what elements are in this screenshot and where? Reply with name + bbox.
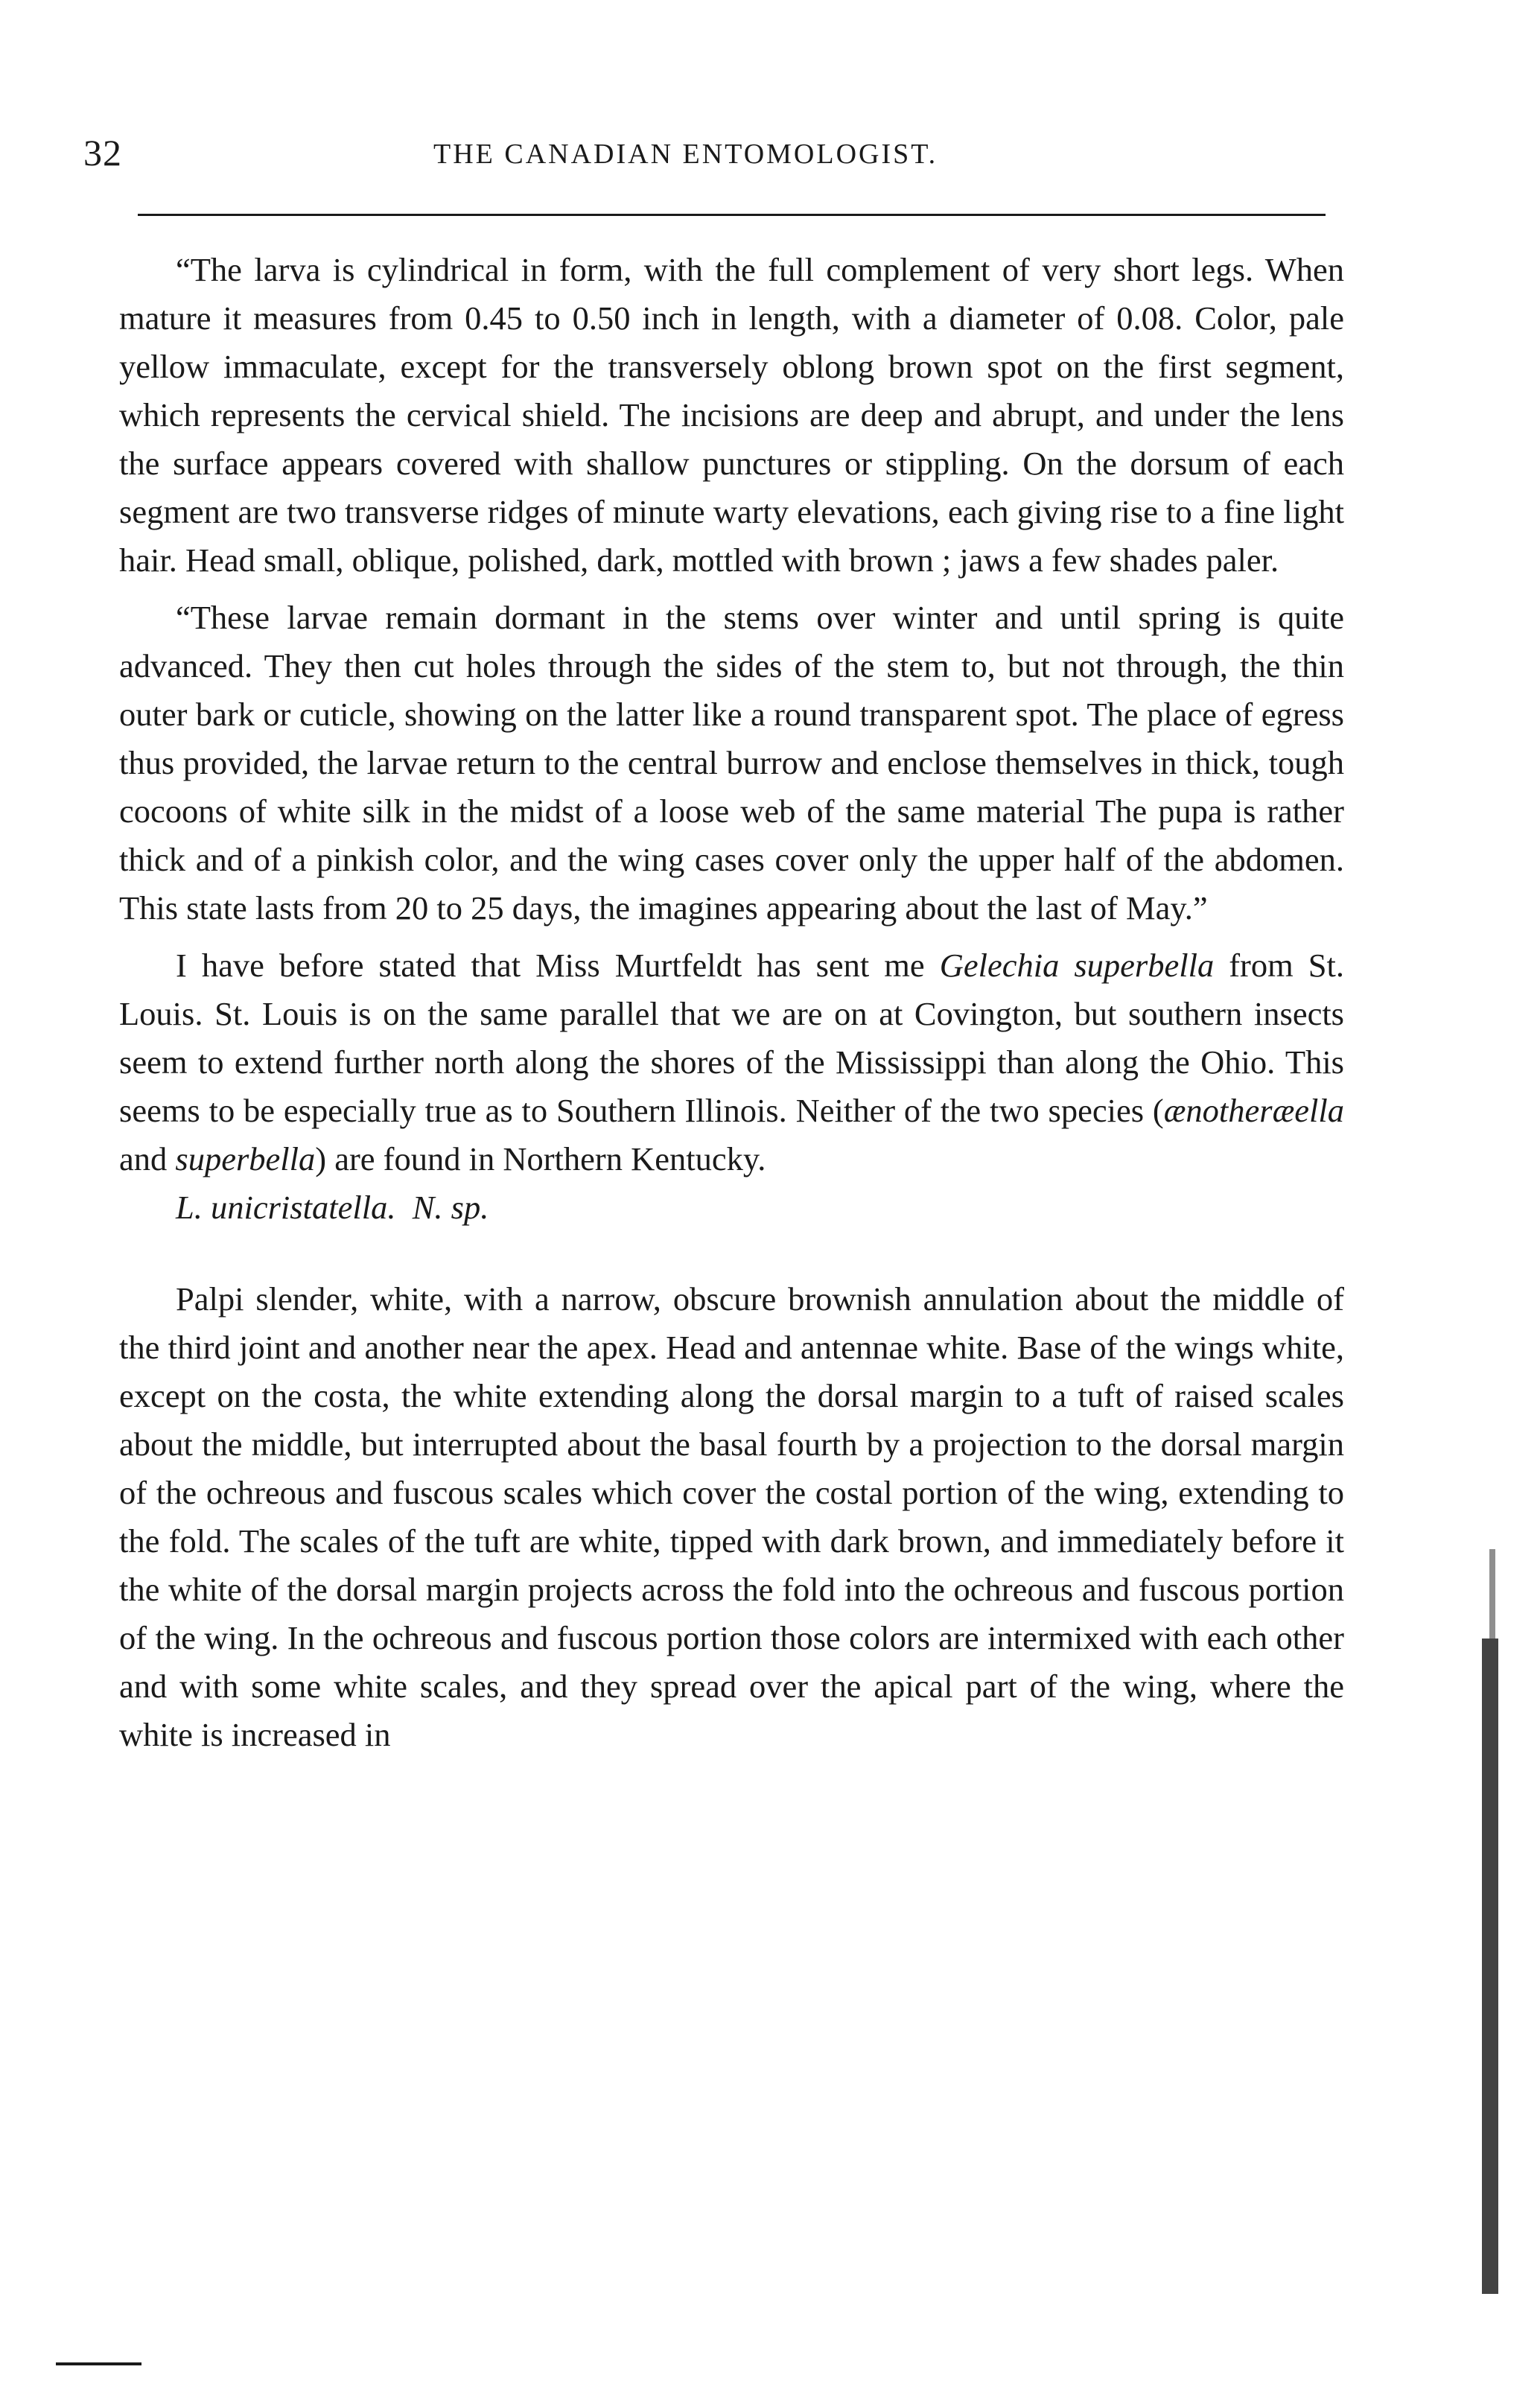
page-header: [83, 130, 1346, 175]
body-text: [119, 246, 1344, 1759]
paragraph-text: ) are found in Northern Kentucky.: [315, 1140, 766, 1177]
new-species-abbrev: N. sp.: [412, 1189, 489, 1226]
running-title: THE CANADIAN ENTOMOLOGIST.: [433, 139, 938, 170]
species-name: superbella: [175, 1140, 316, 1177]
heading-separator: [395, 1189, 412, 1226]
species-name: Gelechia superbella: [939, 947, 1215, 984]
paragraph-larva-description: “The larva is cylindrical in form, with the full complement of very short legs. When mature it measures from 0.45 to 0.50 inch in length, with a diameter of 0.08. Color, pale yellow immaculate, except for the transversely oblong brown spot on the first segment, which represents the cervical shield. The incisions are deep and abrupt, and under the lens the surface appears covered with shallow punctures or stippling. On the dorsum of each segment are two transverse ridges of minute warty elevations, each giving rise to a fine light hair. Head small, oblique, polished, dark, mottled with brown ; jaws a few shades paler.: [119, 251, 1344, 579]
paragraph-distribution: [119, 941, 1344, 1183]
species-name: ænotheræella: [1163, 1092, 1344, 1129]
scan-edge-mark: [1489, 1549, 1495, 1639]
species-heading: [119, 1183, 1344, 1232]
paragraph-text: I have before stated that Miss Murtfeldt has sent me: [176, 947, 940, 984]
paragraph-larvae-dormant: “These larvae remain dormant in the stems over winter and until spring is quite advanced. They then cut holes through the sides of the stem to, but not through, the thin outer bark or cuticle, showing on the latter like a round transparent spot. The place of egress thus provided, the larvae return to the central burrow and enclose themselves in thick, tough cocoons of white silk in the midst of a loose web of the same material The pupa is rather thick and of a pinkish color, and the wing cases cover only the upper half of the abdomen. This state lasts from 20 to 25 days, the imagines appearing about the last of May.”: [119, 599, 1344, 926]
paragraph-text: from St. Louis. St. Louis is on the same parallel that we are on at Covington, but southern insects seem to extend further north along the shores of the Mississippi than along the Ohio. This seems to be especially true as to Southern Illinois. Neither of the two species (: [119, 947, 1345, 1129]
page-number: 32: [83, 132, 122, 174]
paragraph-text: and: [119, 1140, 176, 1177]
scan-edge-shadow: [1482, 1639, 1498, 2294]
footer-rule: [56, 2362, 141, 2365]
paragraph-species-description: Palpi slender, white, with a narrow, obscure brownish annulation about the middle of the third joint and another near the apex. Head and antennae white. Base of the wings white, except on the costa, the white extending along the dorsal margin to a tuft of raised scales about the middle, but interrupted about the basal fourth by a projection to the dorsal margin of the ochreous and fuscous scales which cover the costal portion of the wing, extending to the fold. The scales of the tuft are white, tipped with dark brown, and immediately before it the white of the dorsal margin projects across the fold into the ochreous and fuscous portion of the wing. In the ochreous and fuscous portion those colors are intermixed with each other and with some white scales, and they spread over the apical part of the wing, where the white is increased in: [119, 1280, 1344, 1753]
header-rule: [138, 214, 1326, 216]
species-heading-name: L. unicristatella.: [176, 1189, 396, 1226]
